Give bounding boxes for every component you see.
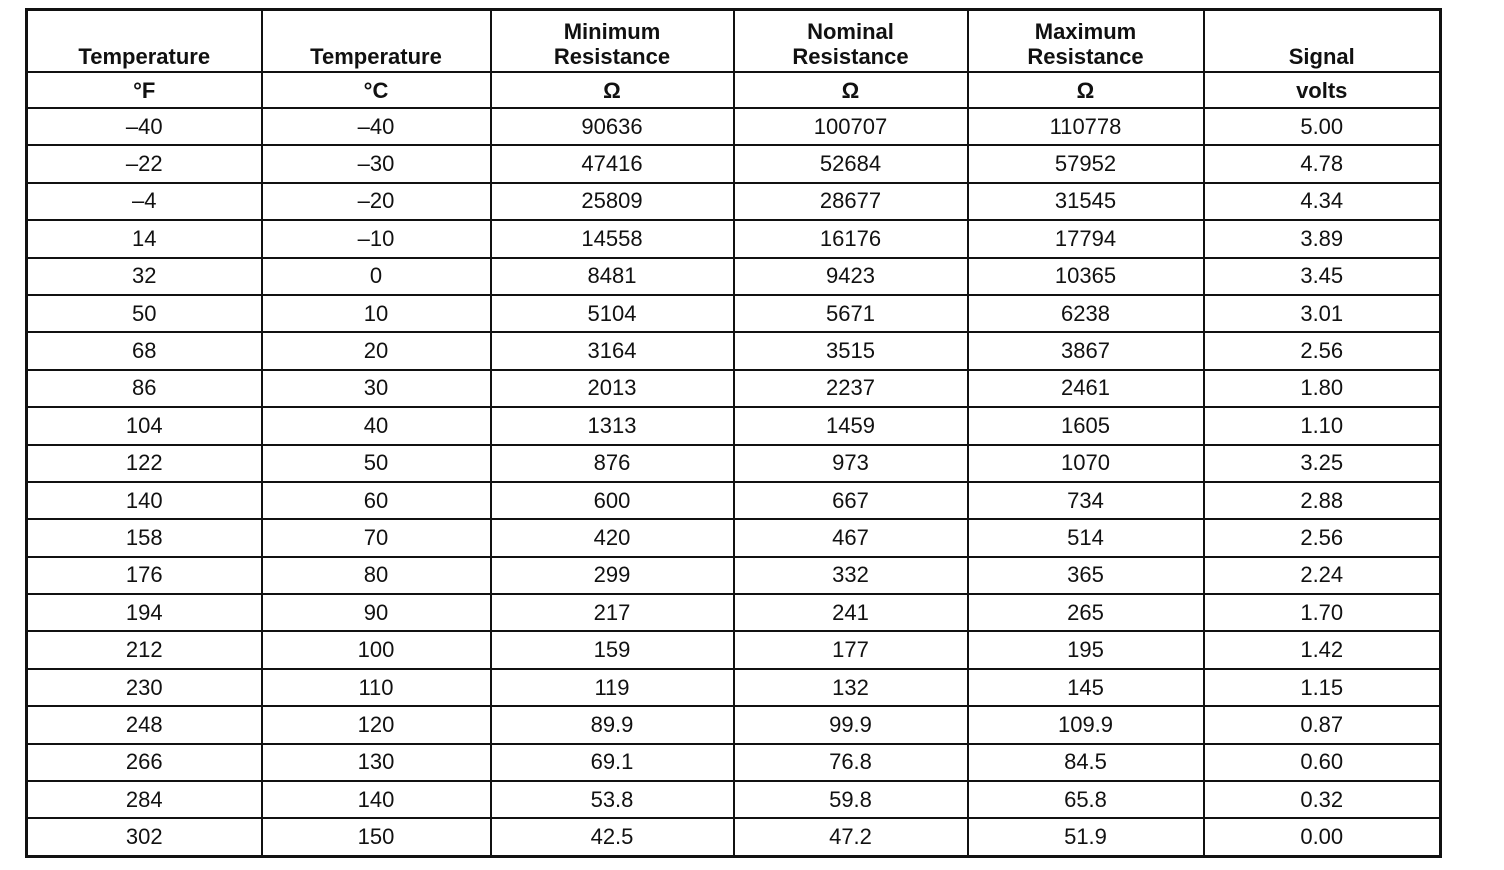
cell-temp-c: 140 [262,781,491,818]
cell-max-resistance: 2461 [968,370,1204,407]
cell-min-resistance: 119 [491,669,734,706]
cell-signal: 1.15 [1204,669,1441,706]
table-body [27,108,1441,856]
cell-temp-f: –4 [27,183,262,220]
cell-temp-c: 150 [262,818,491,856]
cell-temp-f: 68 [27,332,262,369]
cell-nominal-resistance: 177 [734,631,968,668]
cell-signal: 1.42 [1204,631,1441,668]
cell-min-resistance: 89.9 [491,706,734,743]
cell-temp-c: 60 [262,482,491,519]
cell-min-resistance: 2013 [491,370,734,407]
cell-signal: 1.70 [1204,594,1441,631]
cell-nominal-resistance: 3515 [734,332,968,369]
cell-max-resistance: 195 [968,631,1204,668]
cell-max-resistance: 1070 [968,445,1204,482]
cell-temp-c: 70 [262,519,491,556]
cell-nominal-resistance: 1459 [734,407,968,444]
unit-ohm-min: Ω [491,72,734,108]
cell-nominal-resistance: 76.8 [734,744,968,781]
cell-temp-f: –22 [27,145,262,182]
cell-nominal-resistance: 2237 [734,370,968,407]
cell-signal: 1.80 [1204,370,1441,407]
cell-signal: 0.60 [1204,744,1441,781]
cell-signal: 4.78 [1204,145,1441,182]
cell-temp-c: 50 [262,445,491,482]
cell-temp-f: 104 [27,407,262,444]
cell-signal: 3.45 [1204,258,1441,295]
cell-max-resistance: 84.5 [968,744,1204,781]
cell-temp-f: 194 [27,594,262,631]
table-row [27,220,1441,257]
table-row [27,818,1441,856]
cell-signal: 5.00 [1204,108,1441,145]
cell-min-resistance: 3164 [491,332,734,369]
table-row [27,445,1441,482]
table-row [27,557,1441,594]
cell-max-resistance: 3867 [968,332,1204,369]
cell-signal: 0.87 [1204,706,1441,743]
cell-min-resistance: 876 [491,445,734,482]
unit-ohm-nominal: Ω [734,72,968,108]
unit-volts: volts [1204,72,1441,108]
cell-temp-c: 20 [262,332,491,369]
header-signal [1204,10,1441,73]
table-row [27,631,1441,668]
cell-max-resistance: 31545 [968,183,1204,220]
header-maximum-resistance [968,10,1204,73]
header-line: Minimum [563,19,661,44]
cell-temp-c: 110 [262,669,491,706]
table-row [27,594,1441,631]
table-row [27,183,1441,220]
cell-temp-c: –30 [262,145,491,182]
cell-nominal-resistance: 59.8 [734,781,968,818]
cell-signal: 0.00 [1204,818,1441,856]
cell-min-resistance: 600 [491,482,734,519]
cell-min-resistance: 420 [491,519,734,556]
cell-temp-c: 30 [262,370,491,407]
cell-temp-f: 212 [27,631,262,668]
cell-min-resistance: 8481 [491,258,734,295]
header-line: Temperature [310,44,442,69]
cell-signal: 0.32 [1204,781,1441,818]
cell-min-resistance: 69.1 [491,744,734,781]
cell-signal: 2.56 [1204,519,1441,556]
cell-min-resistance: 159 [491,631,734,668]
cell-nominal-resistance: 47.2 [734,818,968,856]
cell-min-resistance: 25809 [491,183,734,220]
cell-temp-f: 176 [27,557,262,594]
cell-min-resistance: 1313 [491,407,734,444]
cell-temp-c: –20 [262,183,491,220]
cell-signal: 1.10 [1204,407,1441,444]
cell-nominal-resistance: 332 [734,557,968,594]
cell-max-resistance: 145 [968,669,1204,706]
unit-fahrenheit: °F [27,72,262,108]
cell-temp-c: 120 [262,706,491,743]
header-line: Maximum [1034,19,1137,44]
temperature-resistance-table [25,8,1442,858]
cell-nominal-resistance: 9423 [734,258,968,295]
header-line: Resistance [1027,44,1144,69]
cell-temp-c: 40 [262,407,491,444]
cell-nominal-resistance: 99.9 [734,706,968,743]
header-row [27,10,1441,73]
cell-min-resistance: 14558 [491,220,734,257]
cell-temp-f: 86 [27,370,262,407]
header-line: Nominal [807,19,894,44]
cell-signal: 3.25 [1204,445,1441,482]
cell-temp-f: 284 [27,781,262,818]
cell-nominal-resistance: 132 [734,669,968,706]
table-row [27,482,1441,519]
cell-max-resistance: 514 [968,519,1204,556]
cell-max-resistance: 110778 [968,108,1204,145]
cell-nominal-resistance: 5671 [734,295,968,332]
table-row [27,108,1441,145]
cell-temp-c: 130 [262,744,491,781]
header-minimum-resistance [491,10,734,73]
cell-signal: 2.88 [1204,482,1441,519]
header-line: Temperature [78,44,211,69]
table-row [27,407,1441,444]
cell-signal: 2.56 [1204,332,1441,369]
table-row [27,370,1441,407]
table-row [27,744,1441,781]
cell-max-resistance: 265 [968,594,1204,631]
cell-min-resistance: 217 [491,594,734,631]
table-row [27,258,1441,295]
cell-min-resistance: 47416 [491,145,734,182]
cell-signal: 2.24 [1204,557,1441,594]
header-line: Signal [1288,44,1355,69]
cell-temp-f: 248 [27,706,262,743]
cell-max-resistance: 10365 [968,258,1204,295]
cell-temp-f: –40 [27,108,262,145]
cell-temp-f: 122 [27,445,262,482]
cell-temp-c: 10 [262,295,491,332]
cell-nominal-resistance: 973 [734,445,968,482]
cell-nominal-resistance: 100707 [734,108,968,145]
cell-nominal-resistance: 667 [734,482,968,519]
cell-temp-f: 266 [27,744,262,781]
table-row [27,519,1441,556]
cell-min-resistance: 299 [491,557,734,594]
header-nominal-resistance [734,10,968,73]
cell-temp-f: 302 [27,818,262,856]
unit-celsius: °C [262,72,491,108]
cell-nominal-resistance: 28677 [734,183,968,220]
unit-row [27,72,1441,108]
cell-min-resistance: 5104 [491,295,734,332]
cell-temp-c: 80 [262,557,491,594]
cell-temp-f: 50 [27,295,262,332]
header-line: Resistance [553,44,671,69]
cell-min-resistance: 90636 [491,108,734,145]
cell-max-resistance: 365 [968,557,1204,594]
cell-signal: 3.89 [1204,220,1441,257]
cell-max-resistance: 109.9 [968,706,1204,743]
cell-temp-c: –10 [262,220,491,257]
cell-nominal-resistance: 16176 [734,220,968,257]
table-row [27,145,1441,182]
cell-nominal-resistance: 241 [734,594,968,631]
cell-max-resistance: 17794 [968,220,1204,257]
cell-max-resistance: 51.9 [968,818,1204,856]
cell-temp-c: 0 [262,258,491,295]
cell-min-resistance: 53.8 [491,781,734,818]
header-line: Resistance [792,44,909,69]
cell-max-resistance: 734 [968,482,1204,519]
cell-max-resistance: 1605 [968,407,1204,444]
table-row [27,669,1441,706]
cell-temp-c: –40 [262,108,491,145]
table-row [27,332,1441,369]
cell-temp-f: 14 [27,220,262,257]
cell-max-resistance: 57952 [968,145,1204,182]
cell-temp-c: 100 [262,631,491,668]
header-temperature-c [262,10,491,73]
cell-nominal-resistance: 467 [734,519,968,556]
cell-nominal-resistance: 52684 [734,145,968,182]
cell-max-resistance: 65.8 [968,781,1204,818]
table-row [27,781,1441,818]
cell-temp-f: 158 [27,519,262,556]
cell-temp-f: 230 [27,669,262,706]
table-row [27,706,1441,743]
cell-temp-f: 140 [27,482,262,519]
header-temperature-f [27,10,262,73]
cell-signal: 4.34 [1204,183,1441,220]
unit-ohm-max: Ω [968,72,1204,108]
cell-signal: 3.01 [1204,295,1441,332]
table-row [27,295,1441,332]
cell-max-resistance: 6238 [968,295,1204,332]
cell-temp-f: 32 [27,258,262,295]
cell-min-resistance: 42.5 [491,818,734,856]
cell-temp-c: 90 [262,594,491,631]
